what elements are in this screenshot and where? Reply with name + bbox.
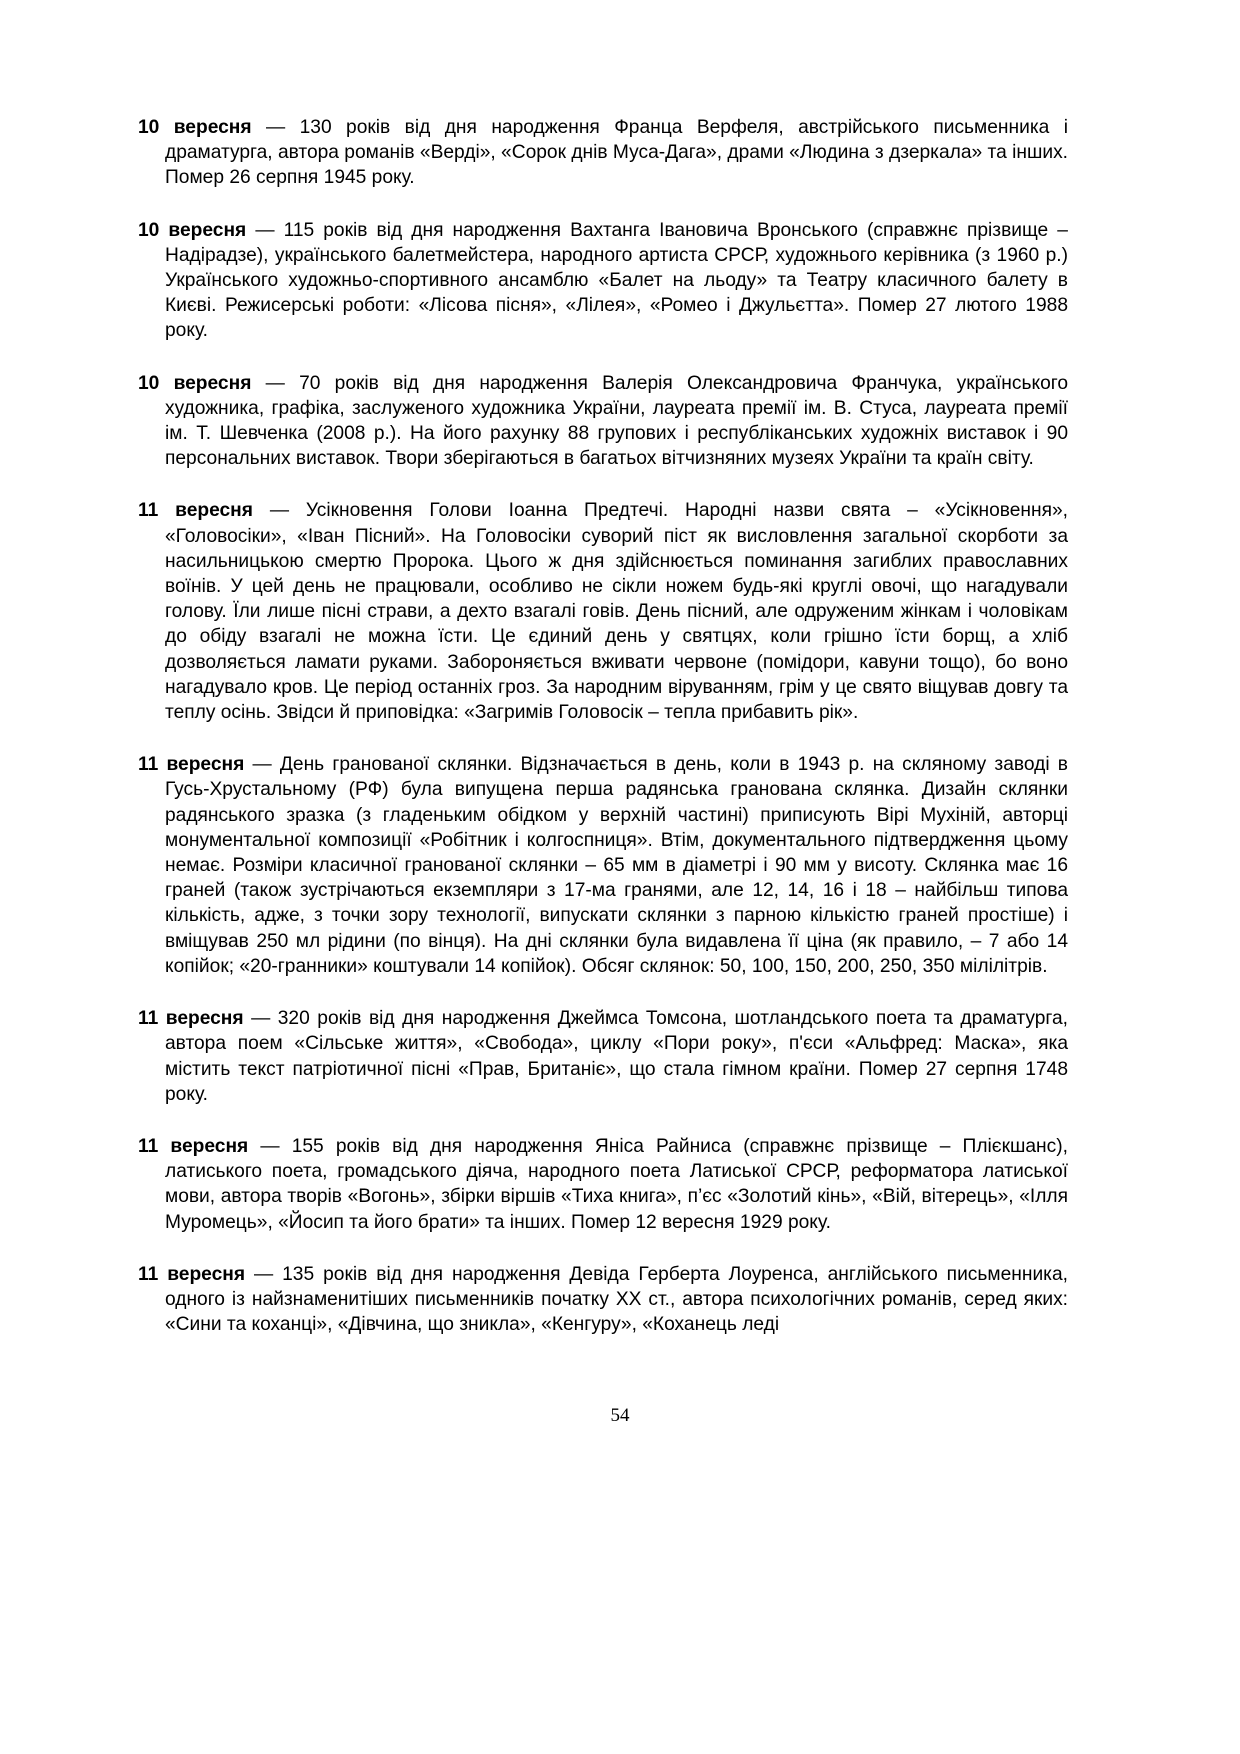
entry-dash: — [252, 500, 306, 522]
entry-date: 11 вересня [138, 1008, 244, 1030]
page-number: 54 [610, 1405, 630, 1426]
entry-text: День гранованої склянки. Відзначається в день, коли в 1943 р. на скляному заводі в Гусь-Хрустальному (РФ) була випущена перша радянська гранована склянка. Дизайн склянки радянського зразка (з гладеньким обідком у верхній частині) приписують Вірі Мухіній, авторці монументальної композиції «Робітник і колгоспниця». Втім, документального підтвердження цьому немає. Розміри класичної гранованої склянки – 65 мм в діаметрі і 90 мм у висоту. Склянка має 16 граней (також зустрічаються екземпляри з 17-ма гранями, але 12, 14, 16 і 18 – найбільш типова кількість, адже, з точки зору технології, випускати склянки з парною кількістю граней простіше) і вміщував 250 мл рідини (по вінця). На дні склянки була видавлена її ціна (як правило, – 7 або 14 копійок; «20-гранники» коштували 14 копійок). Обсяг склянок: 50, 100, 150, 200, 250, 350 мілілітрів. [165, 754, 1068, 977]
entry-date: 10 вересня [138, 372, 252, 394]
entry-text: 70 років від дня народження Валерія Олександровича Франчука, українського художника, графіка, заслуженого художника України, лауреата премії ім. В. Стуса, лауреата премії ім. Т. Шевченка (2008 р.). На його рахунку 88 групових і республіканських художніх виставок і 90 персональних виставок. Твори зберігаються в багатьох вітчизняних музеях України та країн світу. [165, 372, 1068, 470]
entry-date: 10 вересня [138, 117, 252, 138]
entry-dash: — [251, 372, 300, 394]
entry-dash: — [244, 754, 280, 776]
calendar-entry [138, 752, 1068, 979]
entry-text: 130 років від дня народження Франца Верфеля, австрійського письменника і драматурга, автора романів «Верді», «Сорок днів Муса-Дага», драми «Людина з дзеркала» та інших. Помер 26 серпня 1945 року. [165, 117, 1068, 189]
calendar-entry [138, 115, 1068, 191]
entry-text: Усікновення Голови Іоанна Предтечі. Народні назви свята – «Усікновення», «Головосіки», «Іван Пісний». На Головосіки суворий піст як висловлення загальної скорботи за насильницькою смертю Пророка. Цього ж дня здійснюється поминання загиблих православних воїнів. У цей день не працювали, особливо не сікли ножем будь-які круглі овочі, що нагадували голову. Їли лише пісні страви, а дехто взагалі говів. День пісний, але одруженим жінкам і чоловікам до обіду взагалі не можна їсти. Це єдиний день у святцях, коли грішно їсти борщ, а хліб дозволяється ламати руками. Забороняється вживати червоне (помідори, кавуни тощо), бо воно нагадувало кров. Це період останніх гроз. За народним віруванням, грім у це свято віщував довгу та теплу осінь. Звідси й приповідка: «Загримів Головосік – тепла прибавить рік». [165, 500, 1068, 724]
calendar-entry [138, 218, 1068, 344]
entry-text: 135 років від дня народження Девіда Герберта Лоуренса, англійського письменника, одного із найзнаменитіших письменників початку XX ст., автора психологічних романів, серед яких: «Сини та коханці», «Дівчина, що зникла», «Кенгуру», «Коханець леді [165, 1263, 1068, 1336]
entry-dash: — [245, 1263, 283, 1285]
entry-dash: — [248, 1135, 292, 1157]
entry-text: 320 років від дня народження Джеймса Томсона, шотландського поета та драматурга, автора поем «Сільське життя», «Свобода», циклу «Пори року», п'єси «Альфред: Маска», яка містить текст патріотичної пісні «Прав, Британіє», що стала гімном країни. Помер 27 серпня 1748 року. [165, 1008, 1068, 1105]
entry-dash: — [243, 1008, 278, 1030]
entry-text: 115 років від дня народження Вахтанга Івановича Вронського (справжнє прізвище – Надірадзе), українського балетмейстера, народного артиста СРСР, художнього керівника (з 1960 р.) Українського художньо-спортивного ансамблю «Балет на льоду» та Театру класичного балету в Києві. Режисерські роботи: «Лісова пісня», «Лілея», «Ромео і Джульєтта». Помер 27 лютого 1988 року. [165, 219, 1068, 342]
calendar-entry [138, 371, 1068, 472]
document-page [138, 115, 1068, 1364]
entry-text: 155 років від дня народження Яніса Райниса (справжнє прізвище – Плієкшанс), латиського поета, громадського діяча, народного поета Латиської СРСР, реформатора латиської мови, автора творів «Вогонь», збірки віршів «Тиха книга», п’єс «Золотий кінь», «Вій, вітерець», «Ілля Муромець», «Йосип та його брати» та інших. Помер 12 вересня 1929 року. [165, 1135, 1068, 1233]
entry-dash: — [246, 219, 284, 241]
calendar-entry [138, 1006, 1068, 1107]
entry-date: 11 вересня [138, 754, 245, 776]
entry-date: 10 вересня [138, 219, 247, 241]
entry-date: 11 вересня [138, 500, 253, 522]
calendar-entry [138, 498, 1068, 725]
entry-dash: — [251, 117, 300, 138]
calendar-entry [138, 1134, 1068, 1235]
entry-date: 11 вересня [138, 1135, 249, 1157]
calendar-entry [138, 1262, 1068, 1338]
entry-date: 11 вересня [138, 1263, 246, 1285]
